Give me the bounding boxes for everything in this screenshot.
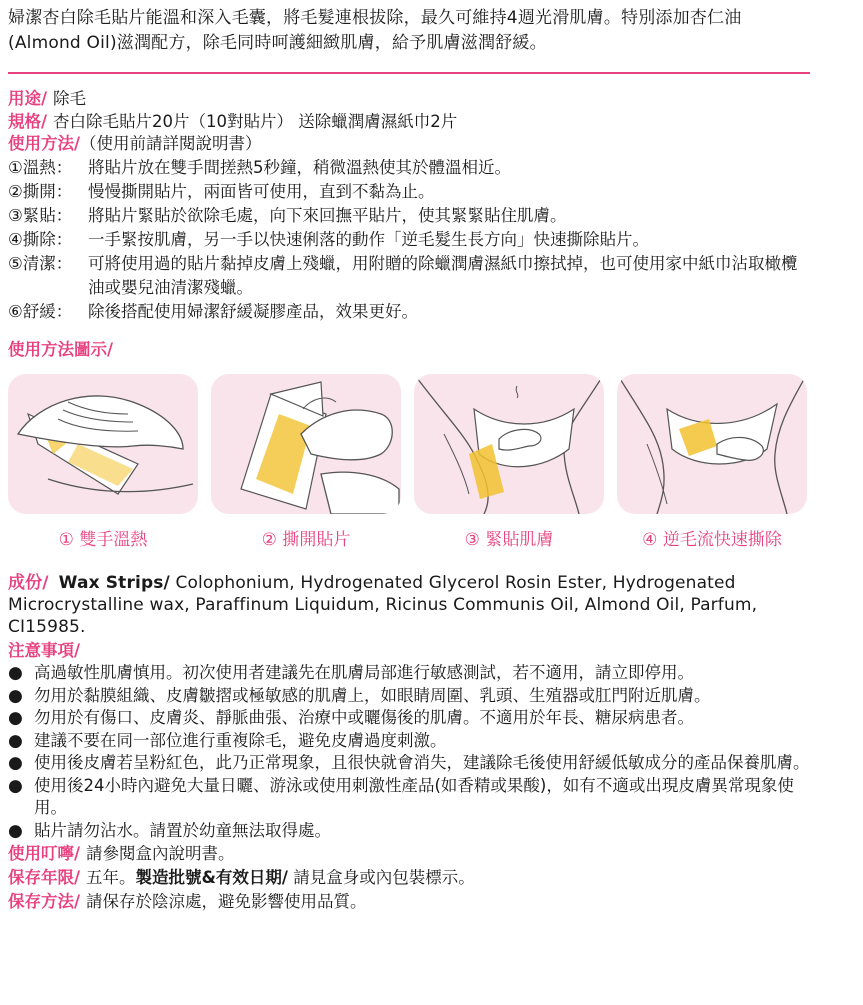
- step-text: 慢慢撕開貼片，兩面皆可使用，直到不黏為止。: [88, 181, 435, 201]
- illustration-remove-strip: [617, 374, 807, 514]
- illustration-peel-strip: [211, 374, 401, 514]
- shelf-life-line: [8, 866, 813, 890]
- spec-line: [8, 111, 813, 134]
- method-line: [8, 133, 813, 156]
- step-text: 將貼片放在雙手間搓熱5秒鐘，稍微溫熱使其於體溫相近。: [88, 157, 511, 177]
- step-text: 可將使用過的貼片黏掉皮膚上殘蠟，用附贈的除蠟潤膚濕紙巾擦拭掉，也可使用家中紙巾沾取橄欖油或嬰兒油清潔殘蠟。: [88, 253, 798, 297]
- remove-strip-body-icon: [617, 374, 807, 514]
- step-item: [8, 300, 813, 324]
- caution-title: [8, 640, 813, 663]
- usage-line: [8, 88, 813, 111]
- usage-label: 用途/: [8, 89, 48, 108]
- bullet-icon: ●: [8, 708, 23, 729]
- step-text: 一手緊按肌膚，另一手以快速俐落的動作「逆毛髮生長方向」快速撕除貼片。: [88, 229, 649, 249]
- caution-item: [8, 752, 813, 775]
- caption-step-4: ④ 逆毛流快速撕除: [642, 529, 782, 550]
- caution-text: 勿用於有傷口、皮膚炎、靜脈曲張、治療中或曬傷後的肌膚。不適用於年長、糖尿病患者。: [34, 708, 694, 728]
- storage-label: 保存方法/: [8, 892, 81, 912]
- step-number: ③緊貼：: [8, 205, 73, 225]
- shelf-label: 保存年限/: [8, 868, 81, 888]
- step-item: [8, 228, 813, 252]
- storage-line: [8, 890, 813, 914]
- batch-expiry-value: 請見盒身或內包裝標示。: [293, 868, 475, 888]
- caution-text: 使用後24小時內避免大量日曬、游泳或使用刺激性產品(如香精或果酸)，如有不適或出現皮膚異常現象使用。: [34, 775, 794, 818]
- step-number: ①溫熱：: [8, 157, 73, 177]
- caption-step-2: ② 撕開貼片: [261, 529, 351, 550]
- caption-step-1: ① 雙手溫熱: [58, 529, 148, 550]
- caution-item: [8, 685, 813, 708]
- apply-strip-body-icon: [414, 374, 604, 514]
- caution-list: [8, 662, 813, 842]
- ingredients-label: 成份/: [8, 572, 49, 593]
- hands-rubbing-strip-icon: [8, 374, 198, 514]
- caution-text: 貼片請勿沾水。請置於幼童無法取得處。: [34, 820, 331, 840]
- step-text: 將貼片緊貼於欲除毛處，向下來回撫平貼片，使其緊緊貼住肌膚。: [88, 205, 567, 225]
- caution-text: 建議不要在同一部位進行重複除毛，避免皮膚過度刺激。: [34, 730, 447, 750]
- peeling-strip-icon: [211, 374, 401, 514]
- shelf-value: 五年。: [86, 868, 136, 888]
- illustration-captions: [8, 525, 810, 550]
- caution-label: 注意事項/: [8, 640, 81, 660]
- step-number: ④撕除：: [8, 229, 73, 249]
- method-note: （使用前請詳閱說明書）: [80, 134, 262, 154]
- step-number: ⑤清潔：: [8, 253, 73, 273]
- bullet-icon: ●: [8, 730, 23, 751]
- caution-item: [8, 775, 813, 820]
- bullet-icon: ●: [8, 663, 23, 684]
- spec-value: 杏白除毛貼片20片（10對貼片） 送除蠟潤膚濕紙巾2片: [53, 111, 458, 131]
- step-item: [8, 156, 813, 180]
- step-item: [8, 204, 813, 228]
- step-item: [8, 180, 813, 204]
- step-number: ②撕開：: [8, 181, 73, 201]
- pink-divider: [8, 72, 810, 74]
- reminder-value: 請參閱盒內說明書。: [86, 844, 235, 864]
- step-number: ⑥舒緩：: [8, 301, 73, 321]
- caution-item: [8, 662, 813, 685]
- steps-list: [8, 156, 813, 324]
- storage-value: 請保存於陰涼處，避免影響使用品質。: [86, 892, 367, 912]
- diagram-title: 使用方法圖示/: [8, 339, 114, 359]
- reminder-line: [8, 842, 813, 866]
- caution-item: [8, 730, 813, 753]
- ingredients-paragraph: [8, 572, 813, 638]
- bullet-icon: ●: [8, 685, 23, 706]
- ingredients-text: Colophonium, Hydrogenated Glycerol Rosin Ester, Hydrogenated Microcrystalline wax, Paraffinum Liquidum, Ricinus Communis Oil, Almond Oil, Parfum, CI15985.: [8, 572, 758, 637]
- illustration-apply-strip: [414, 374, 604, 514]
- batch-expiry-label: 製造批號&有效日期/: [135, 868, 288, 888]
- bullet-icon: ●: [8, 820, 23, 841]
- caution-text: 使用後皮膚若呈粉紅色，此乃正常現象，且很快就會消失，建議除毛後使用舒緩低敏成分的產品保養肌膚。: [34, 753, 810, 773]
- caution-item: [8, 707, 813, 730]
- spec-label: 規格/: [8, 111, 48, 131]
- reminder-label: 使用叮嚀/: [8, 844, 81, 864]
- caution-item: [8, 820, 813, 843]
- step-text: 除後搭配使用婦潔舒緩凝膠產品，效果更好。: [88, 301, 418, 321]
- usage-value: 除毛: [53, 89, 87, 108]
- method-label: 使用方法/: [8, 134, 81, 154]
- bullet-icon: ●: [8, 775, 23, 796]
- illustration-warm-hands: [8, 374, 198, 514]
- illustration-row: [8, 374, 810, 514]
- ingredients-heading: Wax Strips/: [58, 572, 170, 593]
- caption-step-3: ③ 緊貼肌膚: [464, 529, 554, 550]
- caution-text: 勿用於黏膜組織、皮膚皺摺或極敏感的肌膚上，如眼睛周圍、乳頭、生殖器或肛門附近肌膚。: [34, 685, 711, 705]
- product-leaflet: [8, 0, 813, 914]
- step-item: [8, 252, 813, 300]
- caution-text: 高過敏性肌膚慎用。初次使用者建議先在肌膚局部進行敏感測試，若不適用，請立即停用。: [34, 663, 694, 683]
- intro-paragraph: 婦潔杏白除毛貼片能溫和深入毛囊，將毛髮連根拔除，最久可維持4週光滑肌膚。特別添加杏仁油(Almond Oil)滋潤配方，除毛同時呵護細緻肌膚，給予肌膚滋潤舒緩。: [8, 8, 742, 53]
- bullet-icon: ●: [8, 753, 23, 774]
